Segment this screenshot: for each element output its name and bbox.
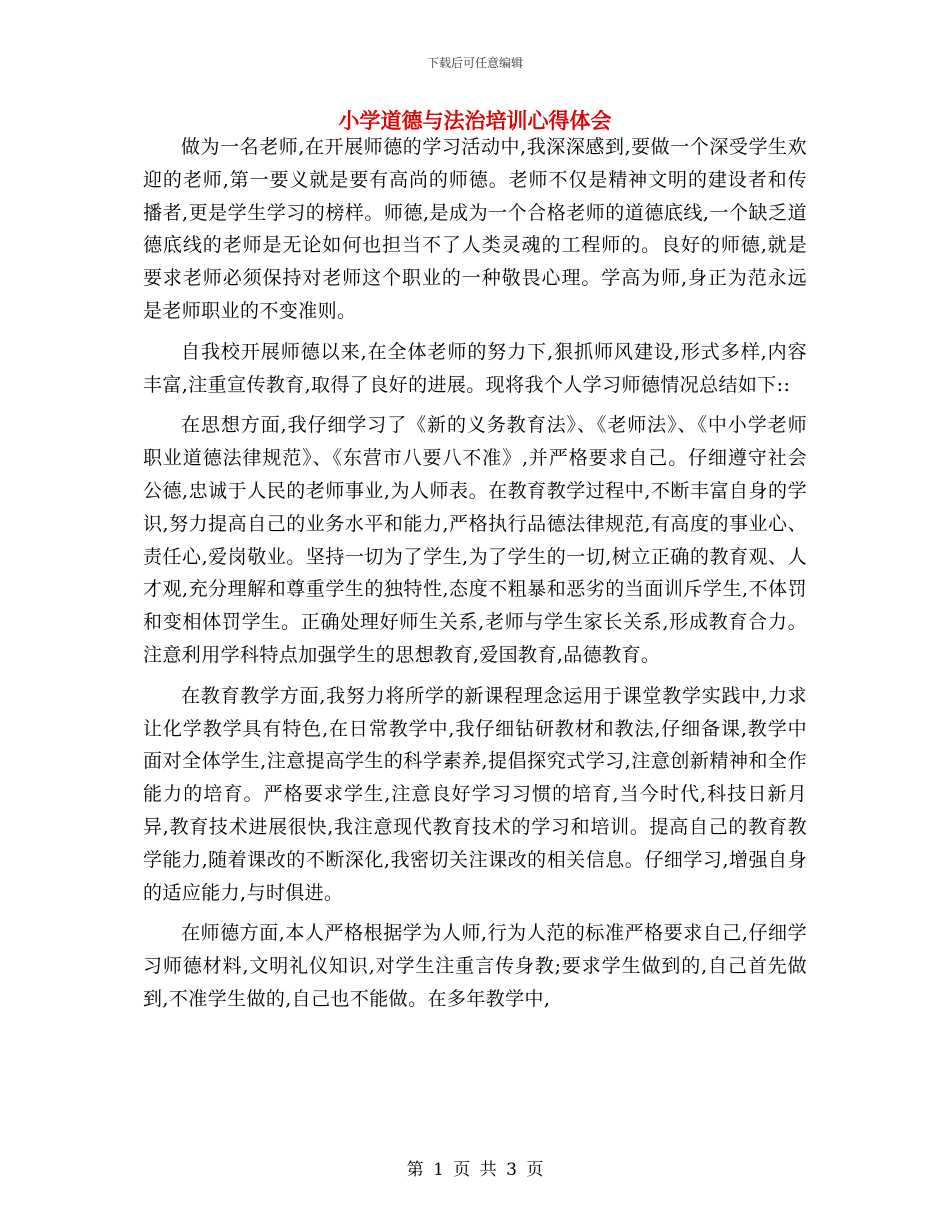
paragraph-1: 做为一名老师,在开展师德的学习活动中,我深深感到,要做一个深受学生欢迎的老师,第一要义就是要有高尚的师德。老师不仅是精神文明的建设者和传播者,更是学生学习的榜样。师德,是成为一个合格老师的道德底线,一个缺乏道德底线的老师是无论如何也担当不了人类灵魂的工程师的。良好的师德,就是要求老师必须保持对老师这个职业的一种敬畏心理。学高为师,身正为范永远是老师职业的不变准则。 [143, 136, 807, 322]
page-header-note: 下载后可任意编辑 [426, 56, 523, 70]
paragraph-5: 在师德方面,本人严格根据学为人师,行为人范的标准严格要求自己,仔细学习师德材料,文明礼仪知识,对学生注重言传身教;要求学生做到的,自己首先做到,不准学生做的,自己也不能做。在多年教学中, [143, 922, 807, 1010]
paragraph-2: 自我校开展师德以来,在全体老师的努力下,狠抓师风建设,形式多样,内容丰富,注重宣传教育,取得了良好的进展。现将我个人学习师德情况总结如下:: [143, 340, 807, 396]
paragraph-4: 在教育教学方面,我努力将所学的新课程理念运用于课堂教学实践中,力求让化学教学具有特色,在日常教学中,我仔细钻研教材和教法,仔细备课,教学中面对全体学生,注意提高学生的科学素养,提倡探究式学习,注意创新精神和全作能力的培育。严格要求学生,注意良好学习习惯的培育,当今时代,科技日新月异,教育技术进展很快,我注意现代教育技术的学习和培训。提高自己的教育教学能力,随着课改的不断深化,我密切关注课改的相关信息。仔细学习,增强自身的适应能力,与时俱进。 [143, 684, 807, 904]
document-title: 小学道德与法治培训心得体会 [338, 108, 612, 133]
document-body [143, 131, 807, 1024]
page-footer: 第 1 页 共 3 页 [406, 1160, 544, 1180]
paragraph-3: 在思想方面,我仔细学习了《新的义务教育法》、《老师法》、《中小学老师职业道德法律规范》、《东营市八要八不准》,并严格要求自己。仔细遵守社会公德,忠诚于人民的老师事业,为人师表。在教育教学过程中,不断丰富自身的学识,努力提高自己的业务水平和能力,严格执行品德法律规范,有高度的事业心、责任心,爱岗敬业。坚持一切为了学生,为了学生的一切,树立正确的教育观、人才观,充分理解和尊重学生的独特性,态度不粗暴和恶劣的当面训斥学生,不体罚和变相体罚学生。正确处理好师生关系,老师与学生家长关系,形成教育合力。注意利用学科特点加强学生的思想教育,爱国教育,品德教育。 [143, 414, 807, 666]
